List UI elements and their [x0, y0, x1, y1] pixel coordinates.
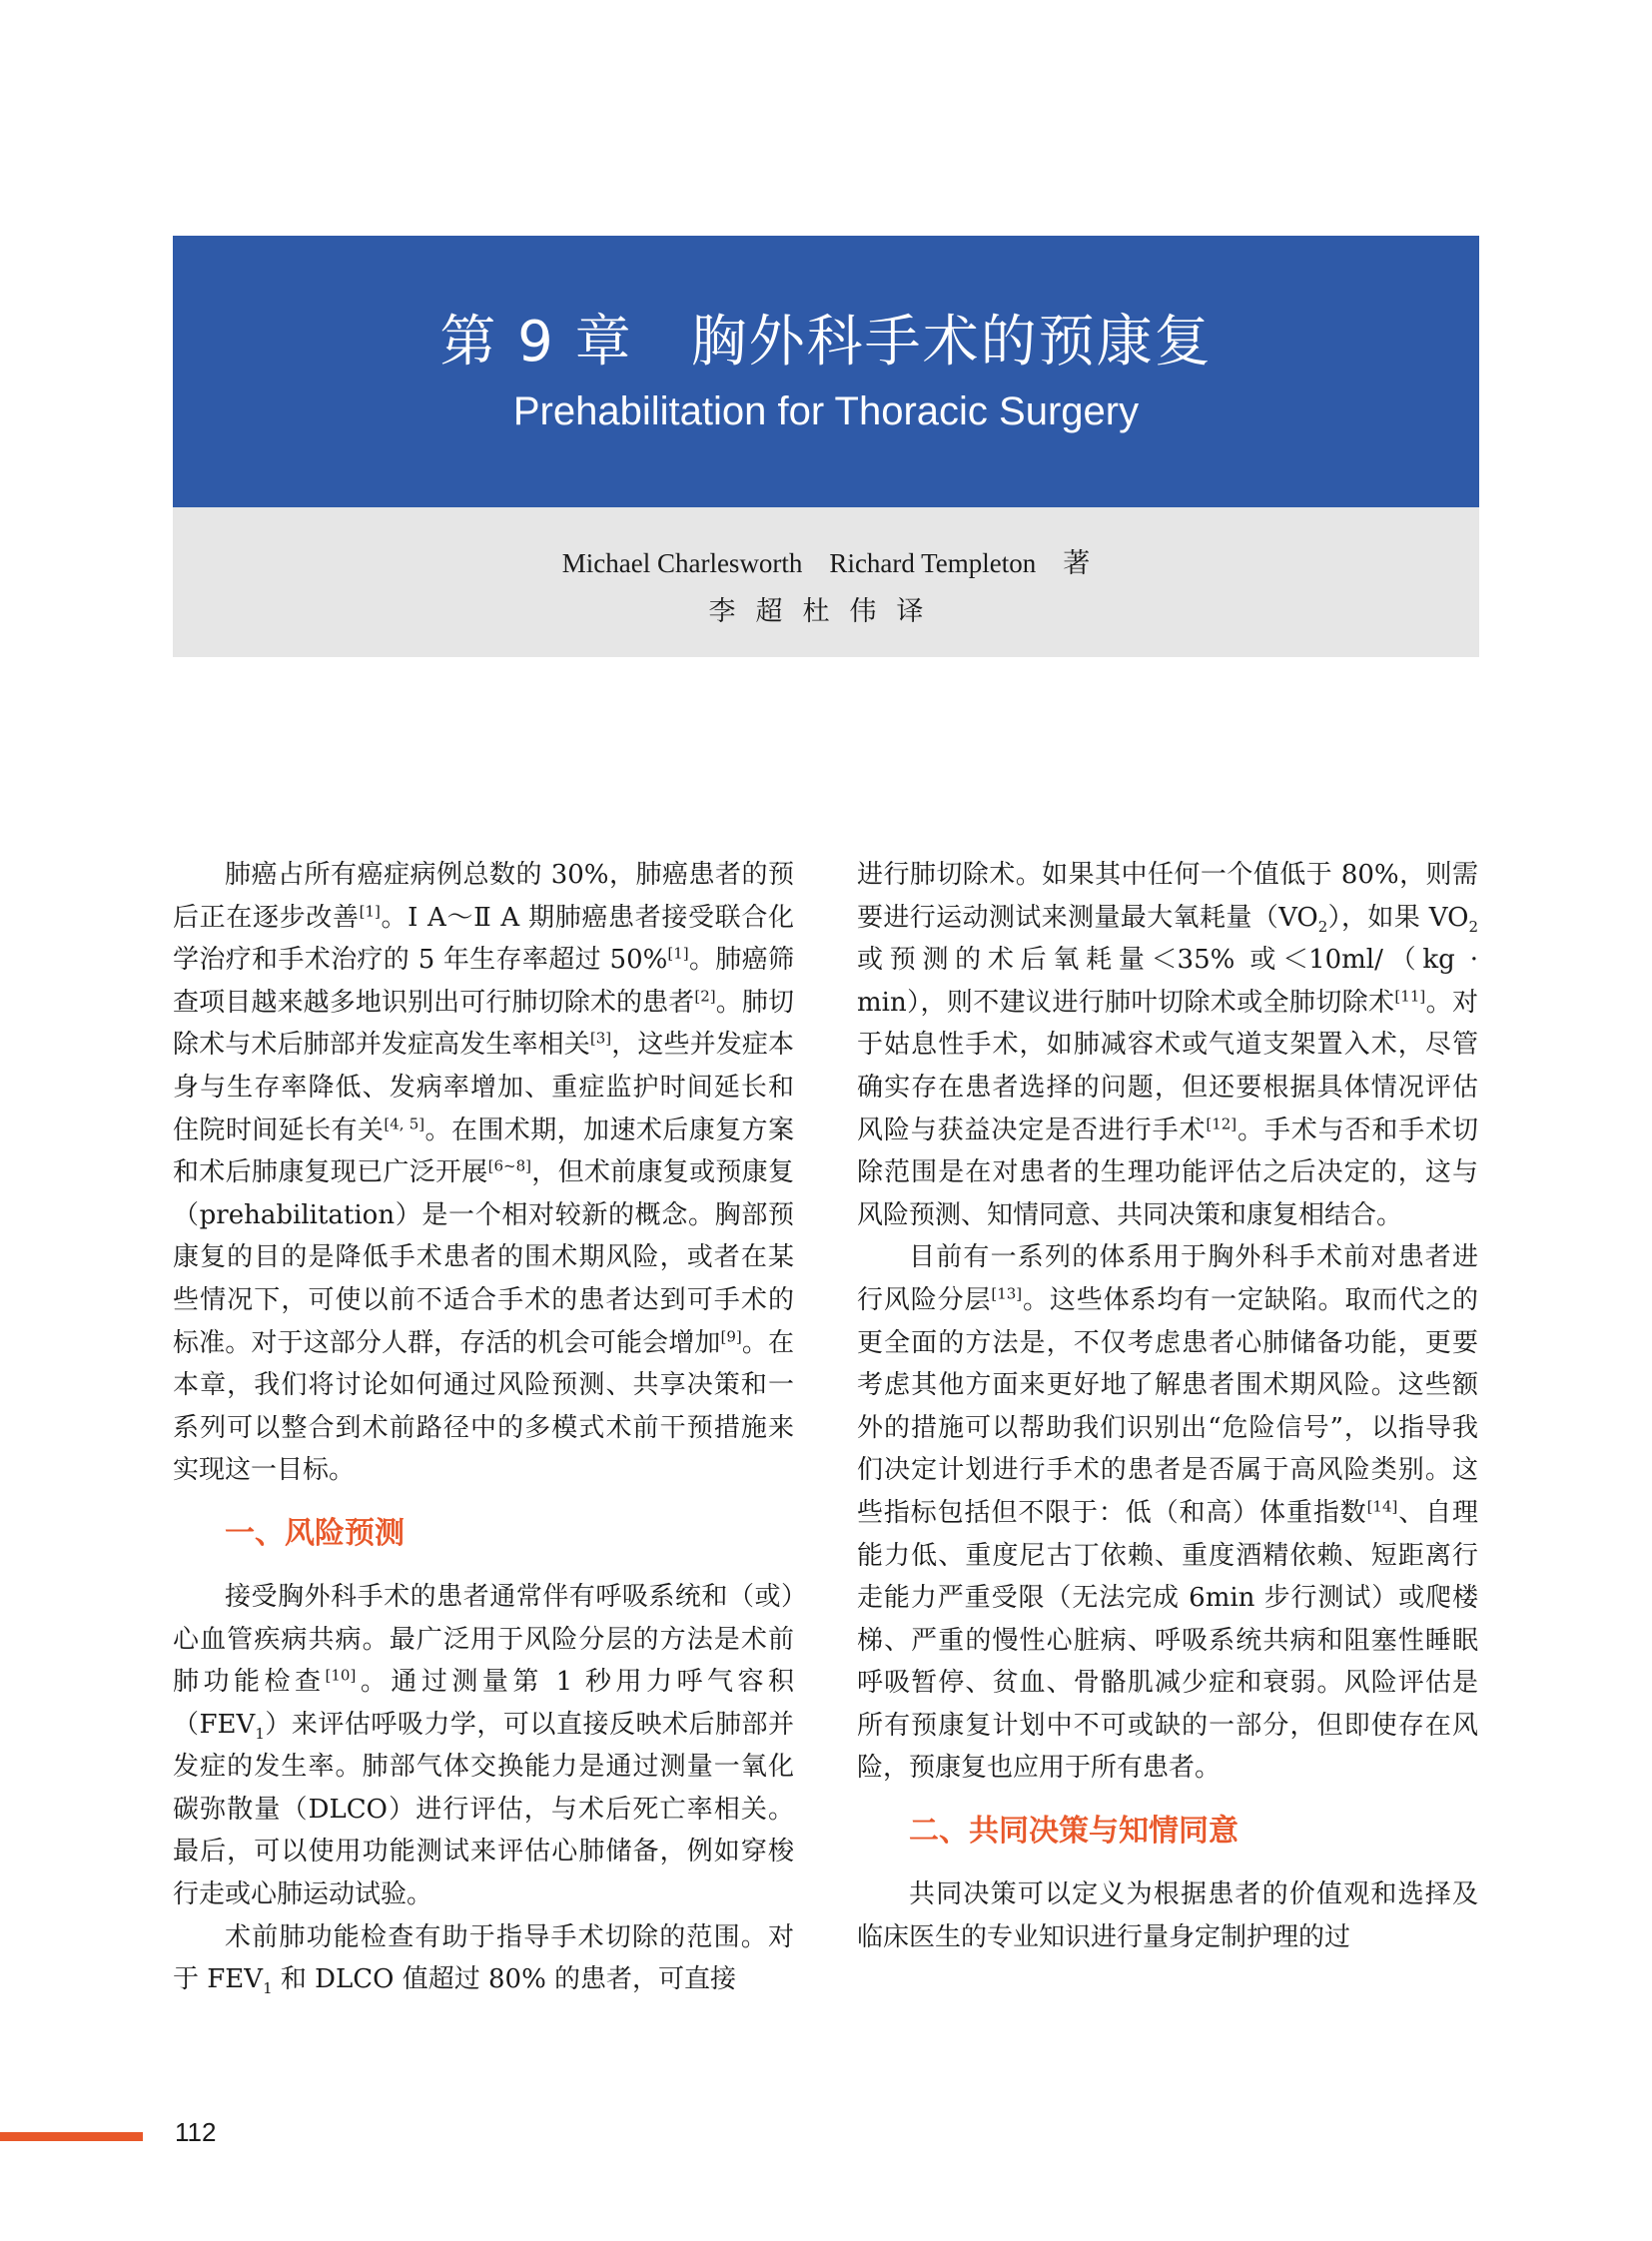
- paragraph-intro: 肺癌占所有癌症病例总数的 30%，肺癌患者的预后正在逐步改善[1]。Ⅰ A～Ⅱ A 期肺癌患者接受联合化学治疗和手术治疗的 5 年生存率超过 50%[1]。肺癌筛查项目越来越多地识别出可行肺切除术的患者[2]。肺切除术与术后肺部并发症高发生率相关[3]，这些并发症本身与生存率降低、发病率增加、重症监护时间延长和住院时间延长有关[4, 5]。在围术期，加速术后康复方案和术后肺康复现已广泛开展[6~8]，但术前康复或预康复（prehabilitation）是一个相对较新的概念。胸部预康复的目的是降低手术患者的围术期风险，或者在某些情况下，可使以前不适合手术的患者达到可手术的标准。对于这部分人群，存活的机会可能会增加[9]。在本章，我们将讨论如何通过风险预测、共享决策和一系列可以整合到术前路径中的多模式术前干预措施来实现这一目标。: [173, 860, 794, 1486]
- section-heading-risk: 一、风险预测: [225, 1515, 405, 1551]
- page-number: 112: [175, 2117, 217, 2147]
- paragraph-shared-decision: 共同决策可以定义为根据患者的价值观和选择及临床医生的专业知识进行量身定制护理的过: [857, 1879, 1478, 1952]
- chapter-subtitle: Prehabilitation for Thoracic Surgery: [512, 389, 1140, 433]
- translators-line: 李超杜伟译: [708, 596, 944, 627]
- paragraph-lung-function: 术前肺功能检查有助于指导手术切除的范围。对于 $FEV_1$ 和 DLCO 值超过 80% 的患者，可直接: [173, 1921, 794, 1998]
- author-block: [173, 507, 1479, 657]
- chapter-banner: [173, 236, 1479, 507]
- right-column: [857, 854, 1478, 1958]
- paragraph-risk: 接受胸外科手术的患者通常伴有呼吸系统和（或）心血管疾病共病。最广泛用于风险分层的方法是术前肺功能检查[10]。通过测量第 1 秒用力呼气容积$(FEV_1)$来评估呼吸力学，可以直接反映术后肺部并发症的发生率。肺部气体交换能力是通过测量一氧化碳弥散量（DLCO）进行评估，与术后死亡率相关。最后，可以使用功能测试来评估心肺储备，例如穿梭行走或心肺运动试验。: [173, 1581, 794, 1910]
- paragraph-resection: 进行肺切除术。如果其中任何一个值低于 80%，则需要进行运动测试来测量最大氧耗量$(VO_2)$，如果 $VO_2$ 或预测的术后氧耗量＜35% 或＜10ml/（kg · min），则不建议进行肺叶切除术或全肺切除术[11]。对于姑息性手术，如肺减容术或气道支架置入术，尽管确实存在患者选择的问题，但还要根据具体情况评估风险与获益决定是否进行手术[12]。手术与否和手术切除范围是在对患者的生理功能评估之后决定的，这与风险预测、知情同意、共同决策和康复相结合。: [857, 860, 1478, 1230]
- authors-line: Michael Charlesworth Richard Templeton 著: [561, 548, 1091, 578]
- paragraph-stratification: 目前有一系列的体系用于胸外科手术前对患者进行风险分层[13]。这些体系均有一定缺陷。取而代之的更全面的方法是，不仅考虑患者心肺储备功能，更要考虑其他方面来更好地了解患者围术期风险。这些额外的措施可以帮助我们识别出“危险信号”，以指导我们决定计划进行手术的患者是否属于高风险类别。这些指标包括但不限于：低（和高）体重指数[14]、自理能力低、重度尼古丁依赖、重度酒精依赖、短距离行走能力严重受限（无法完成 6min 步行测试）或爬楼梯、严重的慢性心脏病、呼吸系统共病和阻塞性睡眠呼吸暂停、贫血、骨骼肌减少症和衰弱。风险评估是所有预康复计划中不可或缺的一部分，但即使存在风险，预康复也应用于所有患者。: [857, 1242, 1478, 1784]
- left-column: [173, 854, 794, 2001]
- page-accent-bar: [0, 2132, 143, 2141]
- section-heading-decision: 二、共同决策与知情同意: [909, 1814, 1239, 1850]
- chapter-title: 第 9 章 胸外科手术的预康复: [439, 310, 1213, 374]
